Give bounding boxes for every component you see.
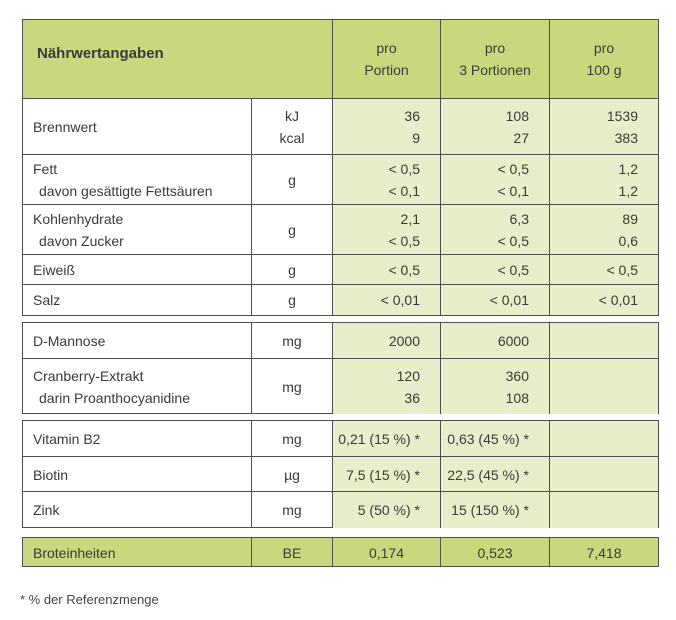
row-unit: g [251, 285, 332, 315]
row-unit: g [251, 255, 332, 285]
value-per-portion: 2000 [332, 323, 440, 358]
row-label: Salz [33, 292, 61, 308]
value-per-portion: 36 9 [332, 99, 440, 155]
value-per-portion: 7,5 (15 %) * [332, 457, 440, 492]
value-per-100g: < 0,01 [549, 285, 658, 315]
value-per-3-portions: 6000 [440, 323, 549, 358]
value-per-3-portions: 0,63 (45 %) * [440, 421, 549, 456]
value-per-portion: 0,174 [368, 545, 405, 561]
value-per-100g: 1539 383 [549, 99, 658, 155]
header-per-3-portions: pro 3 Portionen [440, 20, 549, 98]
value-per-3-portions: 15 (150 %) * [440, 492, 549, 528]
table-row [23, 491, 658, 528]
row-unit: µg [251, 457, 332, 492]
value-per-100g [549, 323, 658, 358]
value-per-100g: 89 0,6 [549, 205, 658, 255]
actives-table [22, 322, 659, 414]
value-per-100g [549, 492, 658, 528]
header-per-portion: pro Portion [332, 20, 440, 98]
value-per-3-portions: 0,523 [477, 545, 513, 561]
row-unit: mg [251, 359, 332, 414]
footnote: * % der Referenzmenge [20, 592, 159, 607]
table-row [23, 358, 658, 414]
value-per-3-portions: < 0,01 [440, 285, 549, 315]
row-unit: g [251, 155, 332, 205]
table-row [23, 323, 658, 358]
value-per-100g [549, 421, 658, 456]
row-label: Vitamin B2 [33, 430, 101, 447]
row-label: Kohlenhydrate davon Zucker [33, 211, 124, 249]
value-per-3-portions: 360 108 [440, 359, 549, 414]
table-header-row [23, 20, 658, 98]
header-per-100g: pro 100 g [549, 20, 658, 98]
table-row [23, 284, 658, 315]
table-row [23, 204, 658, 255]
broteinheiten-table [22, 537, 659, 567]
value-per-portion: < 0,5 [332, 255, 440, 285]
value-per-portion: 2,1 < 0,5 [332, 205, 440, 255]
row-label: Fett davon gesättigte Fettsäuren [33, 161, 213, 199]
table-row [23, 421, 658, 456]
row-label: Eiweiß [33, 262, 76, 278]
row-label: Biotin [33, 466, 69, 483]
value-per-portion: < 0,01 [332, 285, 440, 315]
row-label: D-Mannose [33, 332, 106, 349]
row-label: Broteinheiten [33, 545, 116, 561]
row-label: Cranberry-Extrakt darin Proanthocyanidine [33, 367, 190, 406]
table-row [23, 98, 658, 155]
row-unit: mg [251, 421, 332, 456]
nutrition-table [22, 19, 659, 316]
value-per-portion: 5 (50 %) * [332, 492, 440, 528]
table-row [23, 456, 658, 492]
value-per-100g: 7,418 [586, 545, 622, 561]
row-label: Brennwert [33, 119, 97, 135]
value-per-3-portions: 108 27 [440, 99, 549, 155]
value-per-3-portions: < 0,5 [440, 255, 549, 285]
value-per-portion: 120 36 [332, 359, 440, 414]
table-row-broteinheiten [23, 538, 658, 566]
row-label: Zink [33, 502, 60, 518]
value-per-100g: 1,2 1,2 [549, 155, 658, 205]
value-per-3-portions: < 0,5 < 0,1 [440, 155, 549, 205]
row-unit: g [251, 205, 332, 255]
vitamins-table [22, 420, 659, 528]
row-unit: kJ kcal [251, 99, 332, 155]
row-unit: BE [282, 545, 302, 561]
value-per-portion: < 0,5 < 0,1 [332, 155, 440, 205]
row-unit: mg [251, 323, 332, 358]
value-per-100g [549, 359, 658, 414]
row-unit: mg [251, 492, 332, 528]
table-title: Nährwertangaben [37, 45, 164, 62]
value-per-portion: 0,21 (15 %) * [332, 421, 440, 456]
value-per-3-portions: 6,3 < 0,5 [440, 205, 549, 255]
value-per-100g: < 0,5 [549, 255, 658, 285]
table-row [23, 154, 658, 205]
value-per-3-portions: 22,5 (45 %) * [440, 457, 549, 492]
table-row [23, 254, 658, 285]
value-per-100g [549, 457, 658, 492]
